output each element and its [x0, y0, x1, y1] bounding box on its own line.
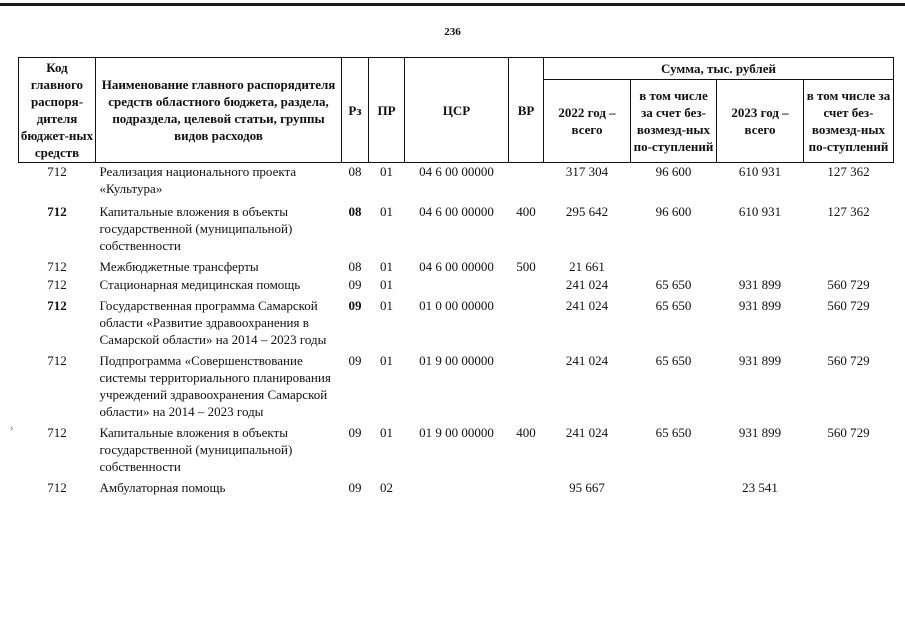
row-name: Подпрограмма «Совершенствование системы территориального планирования учреждений здравоохранения Самарской области» на 2014 – 2023 годы	[99, 353, 331, 419]
row-2022-free: 65 650	[655, 298, 692, 313]
row-vr	[509, 163, 544, 198]
row-pr: 01	[380, 425, 393, 440]
row-2023-free: 127 362	[827, 204, 870, 219]
row-2022-total: 317 304	[565, 164, 609, 179]
row-2023-total: 23 541	[742, 480, 778, 495]
row-pr: 01	[380, 259, 393, 274]
row-2023-free	[804, 254, 894, 275]
row-2023-total: 931 899	[738, 425, 782, 440]
header-name: Наименование главного распорядителя средств областного бюджета, раздела, подраздела, целевой статьи, группы видов расходов	[96, 58, 342, 163]
row-csr	[405, 475, 509, 496]
row-name: Стационарная медицинская помощь	[99, 277, 301, 292]
row-pr: 01	[380, 277, 393, 292]
row-2022-total: 295 642	[565, 204, 609, 219]
row-2022-free: 96 600	[655, 204, 692, 219]
table-row	[19, 293, 894, 348]
row-csr: 01 9 00 00000	[419, 353, 494, 368]
row-2023-total: 931 899	[738, 353, 782, 368]
row-vr: 500	[516, 259, 536, 274]
header-pr: ПР	[369, 58, 405, 163]
table-row	[19, 475, 894, 496]
row-rz: 09	[348, 277, 362, 292]
row-2022-total: 241 024	[565, 353, 609, 368]
row-pr: 01	[380, 353, 393, 368]
table-body	[19, 163, 894, 497]
row-csr: 01 9 00 00000	[419, 425, 494, 440]
header-rz: Рз	[342, 58, 369, 163]
top-rule	[0, 3, 905, 6]
row-rz: 08	[348, 164, 362, 179]
row-code: 712	[47, 277, 67, 292]
page-number: 236	[444, 26, 461, 38]
row-rz: 08	[348, 204, 362, 219]
row-name: Амбулаторная помощь	[99, 480, 226, 495]
row-pr: 01	[380, 164, 393, 179]
row-2023-free: 560 729	[827, 277, 870, 292]
row-pr: 01	[380, 204, 393, 219]
row-2022-free: 65 650	[655, 425, 692, 440]
row-rz: 09	[348, 480, 362, 495]
row-name: Капитальные вложения в объекты государственной (муниципальной) собственности	[99, 425, 293, 474]
header-2023-total: 2023 год – всего	[717, 80, 804, 163]
row-2022-free: 96 600	[655, 164, 692, 179]
header-2023-free: в том числе за счет без-возмезд-ных по-ступлений	[804, 80, 894, 163]
row-2023-total: 610 931	[738, 164, 782, 179]
row-2023-total: 931 899	[738, 298, 782, 313]
table-row	[19, 163, 894, 198]
row-2022-free: 65 650	[655, 277, 692, 292]
row-vr: 400	[516, 204, 536, 219]
row-name: Межбюджетные трансферты	[99, 259, 259, 274]
row-csr	[405, 275, 509, 293]
header-sum: Сумма, тыс. рублей	[544, 58, 894, 80]
row-vr	[509, 293, 544, 348]
row-2023-total	[717, 254, 804, 275]
row-2023-free: 127 362	[827, 164, 870, 179]
row-code: 712	[47, 164, 67, 179]
table-row	[19, 420, 894, 475]
row-2023-free: 560 729	[827, 353, 870, 368]
row-2023-free: 560 729	[827, 425, 870, 440]
table-row	[19, 275, 894, 293]
row-vr	[509, 348, 544, 420]
row-2022-total: 241 024	[565, 298, 609, 313]
row-code: 712	[47, 298, 67, 313]
budget-table	[18, 57, 894, 496]
row-name: Государственная программа Самарской области «Развитие здравоохранения в Самарской области» на 2014 – 2023 годы	[99, 298, 327, 347]
header-code: Код главного распоря-дителя бюджет-ных средств	[19, 58, 96, 163]
row-csr: 04 6 00 00000	[419, 204, 494, 219]
header-vr: ВР	[509, 58, 544, 163]
header-2022-total: 2022 год – всего	[544, 80, 631, 163]
scan-mark: ›	[10, 423, 14, 434]
row-2022-total: 241 024	[565, 277, 609, 292]
row-vr	[509, 475, 544, 496]
header-csr: ЦСР	[405, 58, 509, 163]
row-name: Капитальные вложения в объекты государственной (муниципальной) собственности	[99, 204, 293, 253]
row-code: 712	[47, 259, 67, 274]
row-2022-free	[631, 254, 717, 275]
row-2023-free	[804, 475, 894, 496]
row-pr: 02	[380, 480, 393, 495]
row-2022-total: 21 661	[569, 259, 605, 274]
row-rz: 09	[348, 353, 362, 368]
row-2022-total: 95 667	[569, 480, 605, 495]
row-2022-free	[631, 475, 717, 496]
row-code: 712	[47, 353, 67, 368]
row-2023-total: 931 899	[738, 277, 782, 292]
row-2023-free: 560 729	[827, 298, 870, 313]
header-2022-free: в том числе за счет без-возмезд-ных по-ступлений	[631, 80, 717, 163]
table-row	[19, 254, 894, 275]
row-code: 712	[47, 204, 67, 219]
row-rz: 09	[348, 425, 362, 440]
row-csr: 04 6 00 00000	[419, 259, 494, 274]
row-pr: 01	[380, 298, 393, 313]
row-2022-total: 241 024	[565, 425, 609, 440]
row-csr: 04 6 00 00000	[419, 164, 494, 179]
table-row	[19, 348, 894, 420]
table-row	[19, 197, 894, 254]
row-vr: 400	[516, 425, 536, 440]
row-2023-total: 610 931	[738, 204, 782, 219]
row-rz: 09	[348, 298, 362, 313]
row-csr: 01 0 00 00000	[419, 298, 494, 313]
row-name: Реализация национального проекта «Культура»	[99, 164, 297, 196]
row-rz: 08	[348, 259, 362, 274]
row-code: 712	[47, 480, 67, 495]
row-2022-free: 65 650	[655, 353, 692, 368]
row-code: 712	[47, 425, 67, 440]
row-vr	[509, 275, 544, 293]
